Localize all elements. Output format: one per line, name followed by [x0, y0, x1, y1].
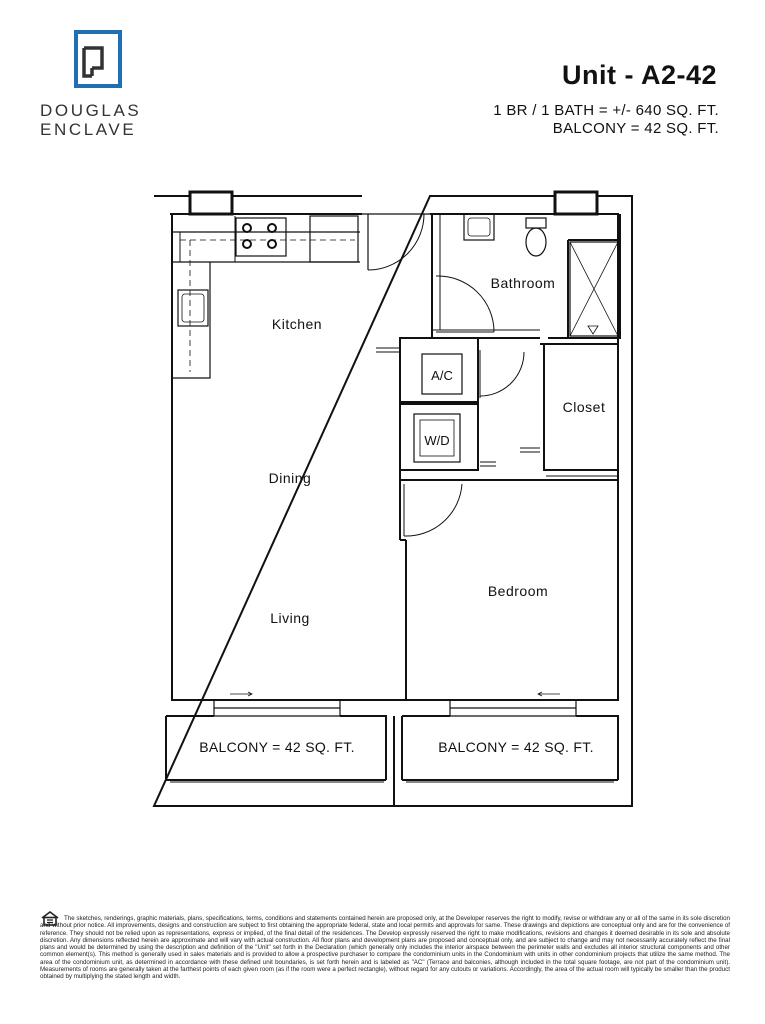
room-label-bedroom: Bedroom — [487, 583, 549, 599]
unit-spec-balcony: BALCONY = 42 SQ. FT. — [552, 120, 719, 137]
toilet — [526, 228, 546, 256]
room-label-bathroom: Bathroom — [490, 275, 556, 291]
outer-wall — [154, 196, 632, 806]
kitchen-counter — [172, 232, 360, 378]
room-label-dining: Dining — [268, 470, 312, 486]
room-label-closet: Closet — [562, 399, 606, 415]
sliding-door-right — [450, 700, 576, 716]
brand-name-line1: DOUGLAS — [40, 101, 142, 120]
column-right — [555, 192, 597, 214]
unit-spec-area: 1 BR / 1 BATH = +/- 640 SQ. FT. — [493, 102, 719, 119]
sliding-door-left — [214, 700, 340, 716]
balcony-label-left: BALCONY = 42 SQ. FT. — [199, 739, 355, 755]
room-label-living: Living — [270, 610, 310, 626]
entry-door — [362, 214, 430, 270]
fixture-label-ac: A/C — [431, 368, 453, 383]
brand-name-line2: ENCLAVE — [40, 120, 137, 139]
room-label-kitchen: Kitchen — [271, 316, 323, 332]
unit-title: Unit - A2-42 — [561, 60, 717, 90]
column-left — [190, 192, 232, 214]
legal-disclaimer — [40, 915, 730, 981]
refrigerator — [310, 216, 358, 262]
fixture-label-wd: W/D — [424, 433, 450, 448]
stove — [236, 218, 286, 256]
disclaimer-text: The sketches, renderings, graphic materials, plans, specifications, terms, conditions and statements contained herein are proposed only, at the Developer reserves the right to modify, revise or withdraw any or all of the same in its sole discretion and without prior notice. All improvements, designs and construction are subject to first obtaining the appropriate federal, state and local permits and approvals for same. These drawings and depictions are conceptual only and are for the convenience of reference. They should not be relied upon as representations, express or implied, of the final detail of the residences. The Develop expressly reserved the right to make modifications, revisions and changes it deemed desirable in its sole and absolute discretion. Any dimensions reflected herein are approximate and will vary with actual construction. All floor plans and development plans are proposed and conceptual only, and are subject to change and may not necessarily accurately reflect the final plans and would be determined by using the description and definition of the "Unit" set forth in the Declaration (which generally only includes the interior airspace between the perimeter walls and excludes all interior structural components and other common element(s). This method is generally used in sales materials and is provided to allow a prospective purchaser to compare the condominium units in the Condominium with units in other condominium projects that utilize the same method. The area of the condominium unit, as determined in accordance with these defined unit boundaries, is set forth herein and is labeled as "AC" (Terrace and balconies, although included in the total square footage, are not part of the condominium unit). Measurements of rooms are generally taken at the farthest points of each given room (as if the room were a perfect rectangle), without regard for any cutouts or variations. Accordingly, the area of the actual room will typically be smaller than the product obtained by multiplying the stated length and width. — [40, 915, 730, 981]
balcony-label-right: BALCONY = 42 SQ. FT. — [438, 739, 594, 755]
